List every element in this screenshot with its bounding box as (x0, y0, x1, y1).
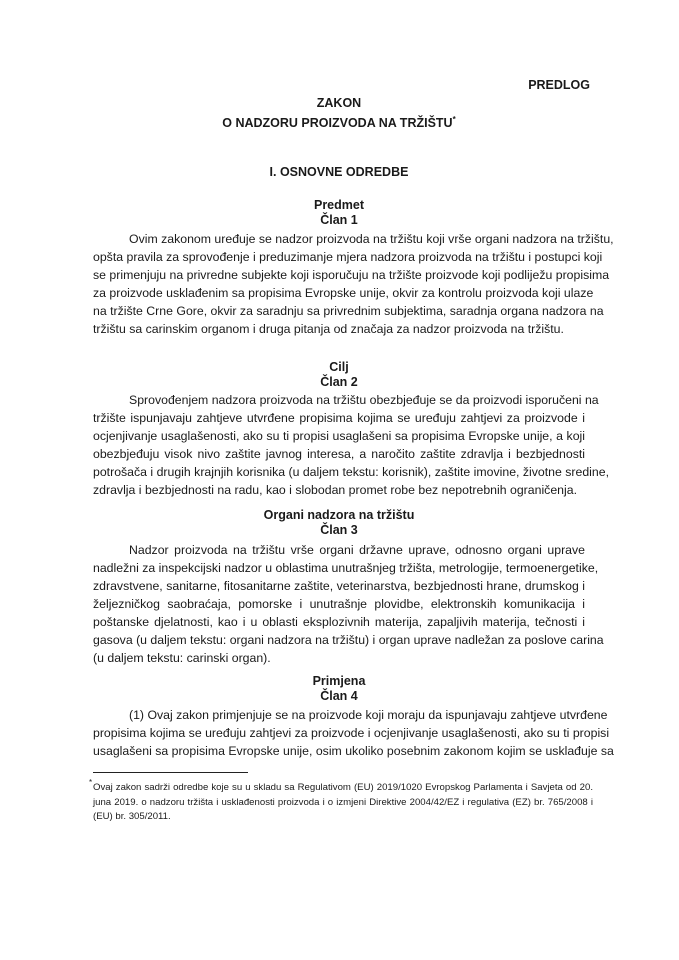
text-line: opšta pravila za sprovođenje i preduzimanje mjera nadzora proizvoda na tržištu i postupci koji (93, 250, 603, 264)
text-line: Sprovođenjem nadzora proizvoda na tržištu obezbjeđuje se da proizvodi isporučeni na (129, 393, 599, 407)
section-heading: I. OSNOVNE ODREDBE (269, 165, 409, 179)
footnote-mark: * (452, 115, 456, 124)
footnote-line: (EU) br. 305/2011. (93, 811, 171, 822)
article-heading: Primjena (312, 674, 366, 688)
text-line: propisima kojima se uređuju zahtjevi za proizvode i ocjenjivanje usaglašenosti, ako su ti propisi (93, 726, 610, 740)
article-number: Član 2 (320, 375, 358, 389)
article-paragraph (93, 230, 614, 338)
article-number: Član 4 (320, 689, 358, 703)
footnote-line: juna 2019. o nadzoru tržišta i usklađenosti proizvoda i o izmjeni Direktive 2004/42/EZ i regulativa (EZ) br. 765/2008 i (93, 796, 593, 808)
text-line: zdravlja i bezbjednosti na radu, kao i slobodan promet robe bez nepotrebnih ograničenja. (93, 483, 577, 497)
article-paragraph (93, 541, 604, 667)
document-title (93, 115, 585, 130)
text-line: željezničkog saobraćaja, pomorske i unutrašnje plovidbe, elektronskih komunikacija i (93, 597, 585, 611)
article-heading: Organi nadzora na tržištu (263, 508, 415, 522)
title-text: O NADZORU PROIZVODA NA TRŽIŠTU (222, 116, 453, 131)
text-line: obezbjeđuju visok nivo zaštite javnog interesa, a naročito zaštite zdravlja i bezbjednosti (93, 447, 585, 461)
text-line: poštanske djelatnosti, kao i u oblasti eksplozivnih materija, zapaljivih materija, tečnosti i (93, 615, 585, 629)
document-type: ZAKON (316, 96, 362, 110)
article-heading: Cilj (329, 360, 349, 374)
text-line: Nadzor proizvoda na tržištu vrše organi državne uprave, odnosno organi uprave (129, 543, 585, 557)
text-line: na tržište Crne Gore, okvir za saradnju sa privrednim subjektima, saradnja organa nadzora na (93, 304, 604, 318)
article-heading: Predmet (313, 198, 365, 212)
text-line: (1) Ovaj zakon primjenjuje se na proizvode koji moraju da ispunjavaju zahtjeve utvrđene (129, 708, 608, 722)
article-number: Član 3 (320, 523, 358, 537)
proposal-label: PREDLOG (528, 78, 590, 92)
text-line: nadležni za inspekcijski nadzor u oblastima unutrašnjeg tržišta, metrologije, termoenergetike, (93, 561, 599, 575)
text-line: se primenjuju na privredne subjekte koji isporučuju na tržište proizvode koji podliježu propisima (93, 268, 610, 282)
article-paragraph (93, 706, 614, 760)
article-number: Član 1 (320, 213, 358, 227)
text-line: za proizvode usklađenim sa propisima Evropske unije, okvir za kontrolu proizvoda koji ulaze (93, 286, 594, 300)
footnote (93, 781, 593, 825)
text-line: (u daljem tekstu: carinski organ). (93, 651, 271, 665)
text-line: tržište ispunjavaju zahtjeve utvrđene propisima kojima se uređuju zahtjevi za proizvode i (93, 411, 585, 425)
footnote-marker: * (89, 778, 93, 787)
footnote-line: Ovaj zakon sadrži odredbe koje su u skladu sa Regulativom (EU) 2019/1020 Evropskog Parlamenta i Savjeta od 20. (93, 782, 593, 793)
text-line: zdravstvene, sanitarne, fitosanitarne zaštite, veterinarstva, bezbjednosti hrane, drumskog i (93, 579, 585, 593)
footnote-divider (93, 772, 248, 773)
text-line: potrošača i drugih krajnjih korisnika (u daljem tekstu: korisnik), zaštite imovine, životne sredine, (93, 465, 610, 479)
article-paragraph (93, 391, 610, 499)
text-line: usaglašeni sa propisima Evropske unije, osim ukoliko posebnim zakonom kojim se usklađuje sa (93, 744, 614, 758)
text-line: ocjenjivanje usaglašenosti, ako su ti propisi usaglašeni sa propisima Evropske unije, a koji (93, 429, 585, 443)
text-line: Ovim zakonom uređuje se nadzor proizvoda na tržištu koji vrše organi nadzora na tržištu, (129, 232, 614, 246)
text-line: gasova (u daljem tekstu: organi nadzora na tržištu) i organ uprave nadležan za poslove carina (93, 633, 604, 647)
text-line: tržištu sa carinskim organom i druga pitanja od značaja za nadzor proizvoda na tržištu. (93, 322, 564, 336)
